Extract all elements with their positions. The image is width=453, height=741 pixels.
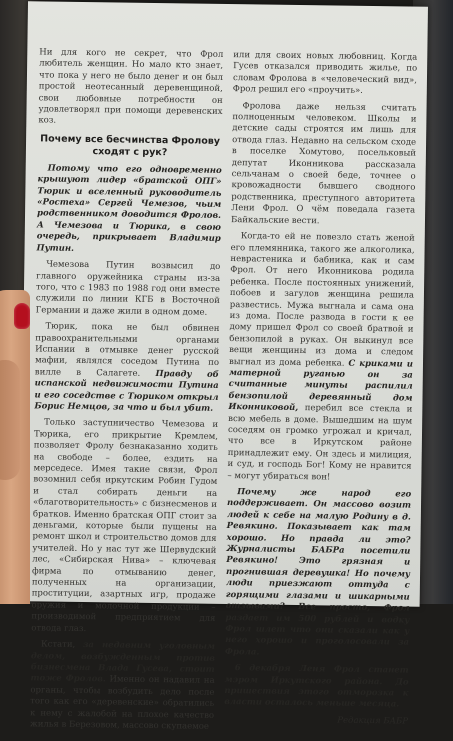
paragraph-4-emphasis: за недавним уголовным делом, возбужденным против бизнесмена Влада Гусева, стоит тоже Фролов. <box>30 640 216 685</box>
right-paragraph-2: Фролова даже нельзя считать полноценным человеком. Школы и детские сады строятся им лишь для отвода глаз. Недавно на сельском сходе в поселке Хомутово, посельковый депутат Иконникова рассказала сельчанам о своей беде, точнее о кровожадности бывшего сводного родственника, преступного авторитета Лени Фрол. О чём поведала газета Байкальские вести. <box>230 100 417 226</box>
lead-paragraph: Потому что его одновременно крышуют лидер «братской ОПГ» Тюрик и вселенный руководитель «Ростеха» Сергей Чемезов, чьим родственником доводится Фролов. А Чемезова и Тюрика, в свою очередь, прикрывает Владимир Путин. <box>36 163 222 254</box>
signature: Редакция БАБР <box>337 715 409 727</box>
hand-finger <box>0 360 20 480</box>
right-column <box>224 50 417 728</box>
paragraph-2-emphasis: Правду об испанской недвижимости Путина и его соседстве с Тюриком открыл Борис Немцов, за что и был убит. <box>34 368 219 414</box>
right-paragraph-3-text: Когда-то ей не повезло стать женой его племянника, такого же алкоголика, неврастеника и бабника, как и сам Фрол. От него Иконникова родила ребенка. После постоянных унижений, побоев и загулов женщина решила развестись. Мужа выгнала и сама она из дома. После развода в гости к ее дому пришел Фрол со своей братвой и бензопилой в руках. Он выкинул все вещи женщины из дома и следом выгнал из дома ребенка. <box>228 231 415 369</box>
section-heading: Почему все бесчинства Фролову сходят с рук? <box>40 133 221 159</box>
paragraph-2-text: Тюрик, пока не был обвинен правоохранительными органами Испании в отмывке денег русской мафии, являлся соседом Путина по вилле в Салагете. <box>34 321 220 379</box>
paragraph-4-end: Именно он надавил на органы, чтобы возбудить дело после того как его «деревенские» обратились к нему с жалобой на плохое качество жилья в Березовом, массово скупаемое <box>29 674 215 732</box>
left-column <box>30 47 224 738</box>
paragraph-4 <box>30 639 215 733</box>
right-paragraph-3-end: перебил все стекла и всю мебель в доме. Вышедшим на шум соседям он громко угрожал и кричал, что все в Иркутском районе принадлежит ему. Он здесь и милиция, и суд, и господь Бог! Кому не нравится – могут убираться вон! <box>227 403 413 483</box>
paragraph-4-start: Кстати, <box>40 639 76 651</box>
right-paragraph-5: 6 декабря Леня Фрол станет мэром Иркутского района. До пришествия этого отморозка к власти осталось меньше месяца. <box>224 663 409 710</box>
right-paragraph-3 <box>227 231 414 484</box>
intro-paragraph: Ни для кого не секрет, что Фрол любитель женщин. Но мало кто знает, что пока у него не было денег и он был простой неотесанный деревенщиной, свои любовные потребности он удовлетворял при помощи деревенских коз. <box>38 47 224 127</box>
paragraph-2 <box>34 321 219 415</box>
right-paragraph-4: Почему же народ его поддерживает. Он массово возит людей к себе на малую Родину в д. Ревякино. Показывает как там хорошо. Но правда ли это? Журналисты БАБРа посетили Ревякино! Это грязная и прогнившая деревушка! Но почему люди приезжают оттуда с горящими глазами и шикарными отзывами? Все просто, Фрол раздает им 500 рублей и водку Фрол шлет что они сказали как у него хорошо и проголосовали за Фрола. <box>224 487 412 658</box>
right-paragraph-1: или для своих новых любовниц. Когда Гусев отказался приводить жилье, по словам Фролова в «человеческий вид», Фрол решил его «проучить». <box>232 50 418 97</box>
paragraph-1: Чемезова Путин возвысил до главного оружейника страны из-за того, что с 1983 по 1988 год они вместе служили по линии КГБ в Восточной Германии и даже жили в одном доме. <box>35 259 221 318</box>
newspaper-page <box>20 1 428 732</box>
red-fingernail <box>14 303 30 329</box>
paragraph-3: Только заступничество Чемезова и Тюрика, его прикрытие Кремлем, позволяет Фролу безнаказанно ходить на свободе – более, ездить на мерседесе. Имея такие связи, Фрол возомнил себя иркутским Робин Гудом и стал собирать деньги на «благотворительность» с бизнесменов и братков. Именно братская ОПГ стоит за деньгами, которые были пущены на ремонт школ и строительство домов для учителей. Но у нас тут же Шервудский лес, «Сибирская Нива» – ключевая фирма по отмыванию денег, полученных на организации, проституции, азартных игр, продаже оружия и молочной продукции – производимой предприятием для отвода глаз. <box>31 417 219 634</box>
right-paragraph-3-emphasis: С криками и матерной руганью он за считанные минуты распилил бензопилой деревянный дом Иконниковой, <box>228 358 414 414</box>
